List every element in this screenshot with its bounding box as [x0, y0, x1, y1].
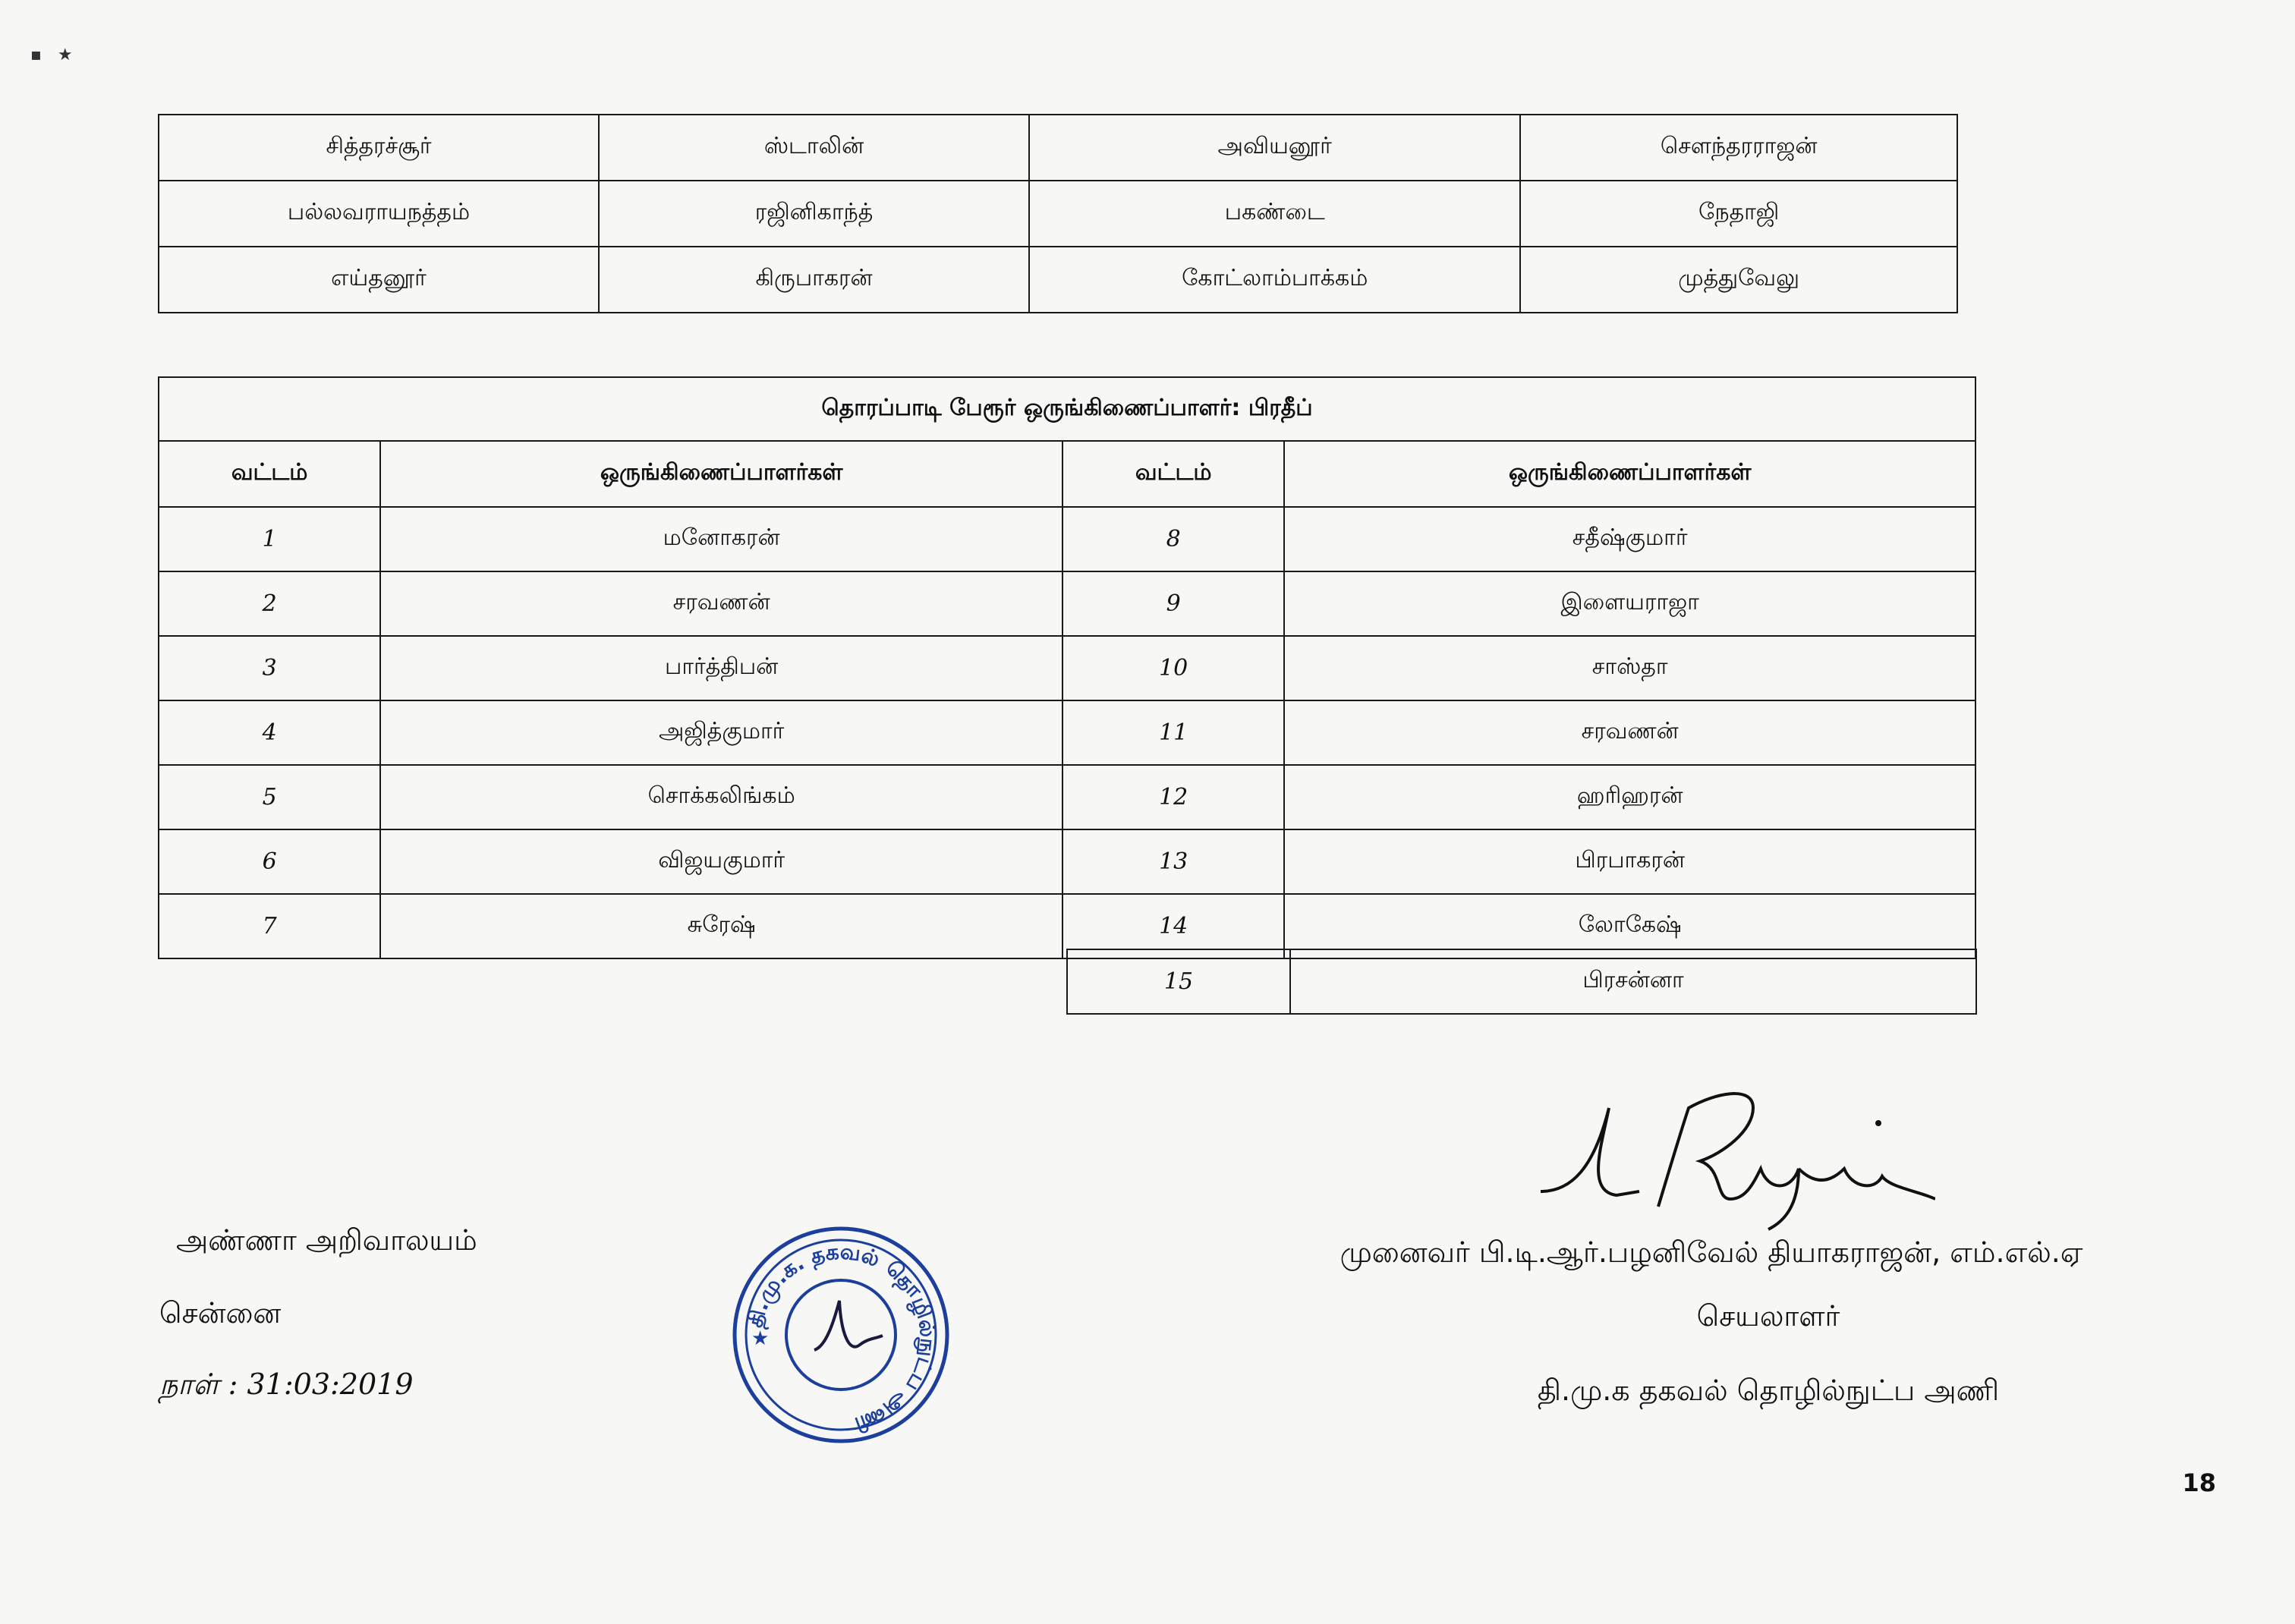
table-title: தொரப்பாடி பேரூர் ஒருங்கிணைப்பாளர்: பிரதீப்	[159, 377, 1975, 441]
scan-mark: ▪ ★	[30, 46, 73, 65]
table-cell: ஸ்டாலின்	[599, 115, 1029, 181]
table-cell: சௌந்தரராஜன்	[1520, 115, 1957, 181]
ward-number: 14	[1062, 894, 1284, 958]
ward-number: 6	[159, 829, 380, 894]
table-header-row	[159, 441, 1975, 507]
ward-number: 3	[159, 636, 380, 700]
coordinators-table-extra	[1066, 949, 1977, 1015]
coordinators-table	[158, 376, 1976, 959]
coordinator-name: ஹரிஹரன்	[1284, 765, 1975, 829]
column-header-coordinators: ஒருங்கிணைப்பாளர்கள்	[1284, 441, 1975, 507]
column-header-ward: வட்டம்	[159, 441, 380, 507]
ward-number: 13	[1062, 829, 1284, 894]
coordinator-name: விஜயகுமார்	[380, 829, 1062, 894]
column-header-ward: வட்டம்	[1062, 441, 1284, 507]
signatory-name: முனைவர் பி.டி.ஆர்.பழனிவேல் தியாகராஜன், எம்.எல்.ஏ	[1340, 1235, 2083, 1269]
ward-number: 5	[159, 765, 380, 829]
signatory-organization: தி.மு.க தகவல் தொழில்நுட்ப அணி	[1537, 1374, 2000, 1407]
ward-number: 11	[1062, 700, 1284, 765]
table-row	[159, 636, 1975, 700]
coordinator-name: பார்த்திபன்	[380, 636, 1062, 700]
svg-text:★: ★	[751, 1327, 770, 1350]
table-row	[159, 181, 1957, 247]
table-cell: ரஜினிகாந்த்	[599, 181, 1029, 247]
ward-number: 4	[159, 700, 380, 765]
coordinator-name: சதீஷ்குமார்	[1284, 507, 1975, 571]
table-cell: அவியனூர்	[1029, 115, 1520, 181]
footer-date: நாள் : 31:03:2019	[159, 1367, 414, 1401]
table-cell: எய்தனூர்	[159, 247, 599, 313]
ward-number: 1	[159, 507, 380, 571]
page-number: 18	[2182, 1468, 2216, 1497]
table-row	[159, 829, 1975, 894]
coordinator-name: பிரசன்னா	[1290, 949, 1976, 1014]
top-table	[158, 114, 1958, 313]
footer-city: சென்னை	[159, 1296, 282, 1330]
table-cell: கோட்லாம்பாக்கம்	[1029, 247, 1520, 313]
column-header-coordinators: ஒருங்கிணைப்பாளர்கள்	[380, 441, 1062, 507]
ward-number: 2	[159, 571, 380, 636]
coordinator-name: சொக்கலிங்கம்	[380, 765, 1062, 829]
table-cell: பல்லவராயநத்தம்	[159, 181, 599, 247]
table-row	[1067, 949, 1976, 1014]
ward-number: 12	[1062, 765, 1284, 829]
coordinator-name: இளையராஜா	[1284, 571, 1975, 636]
coordinator-name: சரவணன்	[1284, 700, 1975, 765]
table-row	[159, 700, 1975, 765]
coordinator-name: அஜித்குமார்	[380, 700, 1062, 765]
ward-number: 15	[1067, 949, 1290, 1014]
ward-number: 9	[1062, 571, 1284, 636]
coordinator-name: மனோகரன்	[380, 507, 1062, 571]
table-cell: முத்துவேலு	[1520, 247, 1957, 313]
table-cell: நேதாஜி	[1520, 181, 1957, 247]
coordinator-name: சாஸ்தா	[1284, 636, 1975, 700]
coordinator-name: லோகேஷ்	[1284, 894, 1975, 958]
footer-place: அண்ணா அறிவாலயம்	[176, 1223, 477, 1257]
ward-number: 10	[1062, 636, 1284, 700]
table-row	[159, 507, 1975, 571]
table-cell: கிருபாகரன்	[599, 247, 1029, 313]
table-row	[159, 115, 1957, 181]
table-cell: பகண்டை	[1029, 181, 1520, 247]
coordinator-name: சுரேஷ்	[380, 894, 1062, 958]
signature	[1525, 1078, 1935, 1252]
table-row	[159, 571, 1975, 636]
seal-stamp	[727, 1225, 955, 1445]
ward-number: 7	[159, 894, 380, 958]
coordinator-name: சரவணன்	[380, 571, 1062, 636]
ward-number: 8	[1062, 507, 1284, 571]
table-cell: சித்தரச்சூர்	[159, 115, 599, 181]
signatory-role: செயலாளர்	[1696, 1299, 1840, 1333]
table-row	[159, 765, 1975, 829]
svg-text:தி.மு.க. தகவல் தொழில்நுட்ப அணி: தி.மு.க. தகவல் தொழில்நுட்ப அணி	[741, 1238, 941, 1438]
coordinator-name: பிரபாகரன்	[1284, 829, 1975, 894]
table-title-row	[159, 377, 1975, 441]
table-row	[159, 247, 1957, 313]
